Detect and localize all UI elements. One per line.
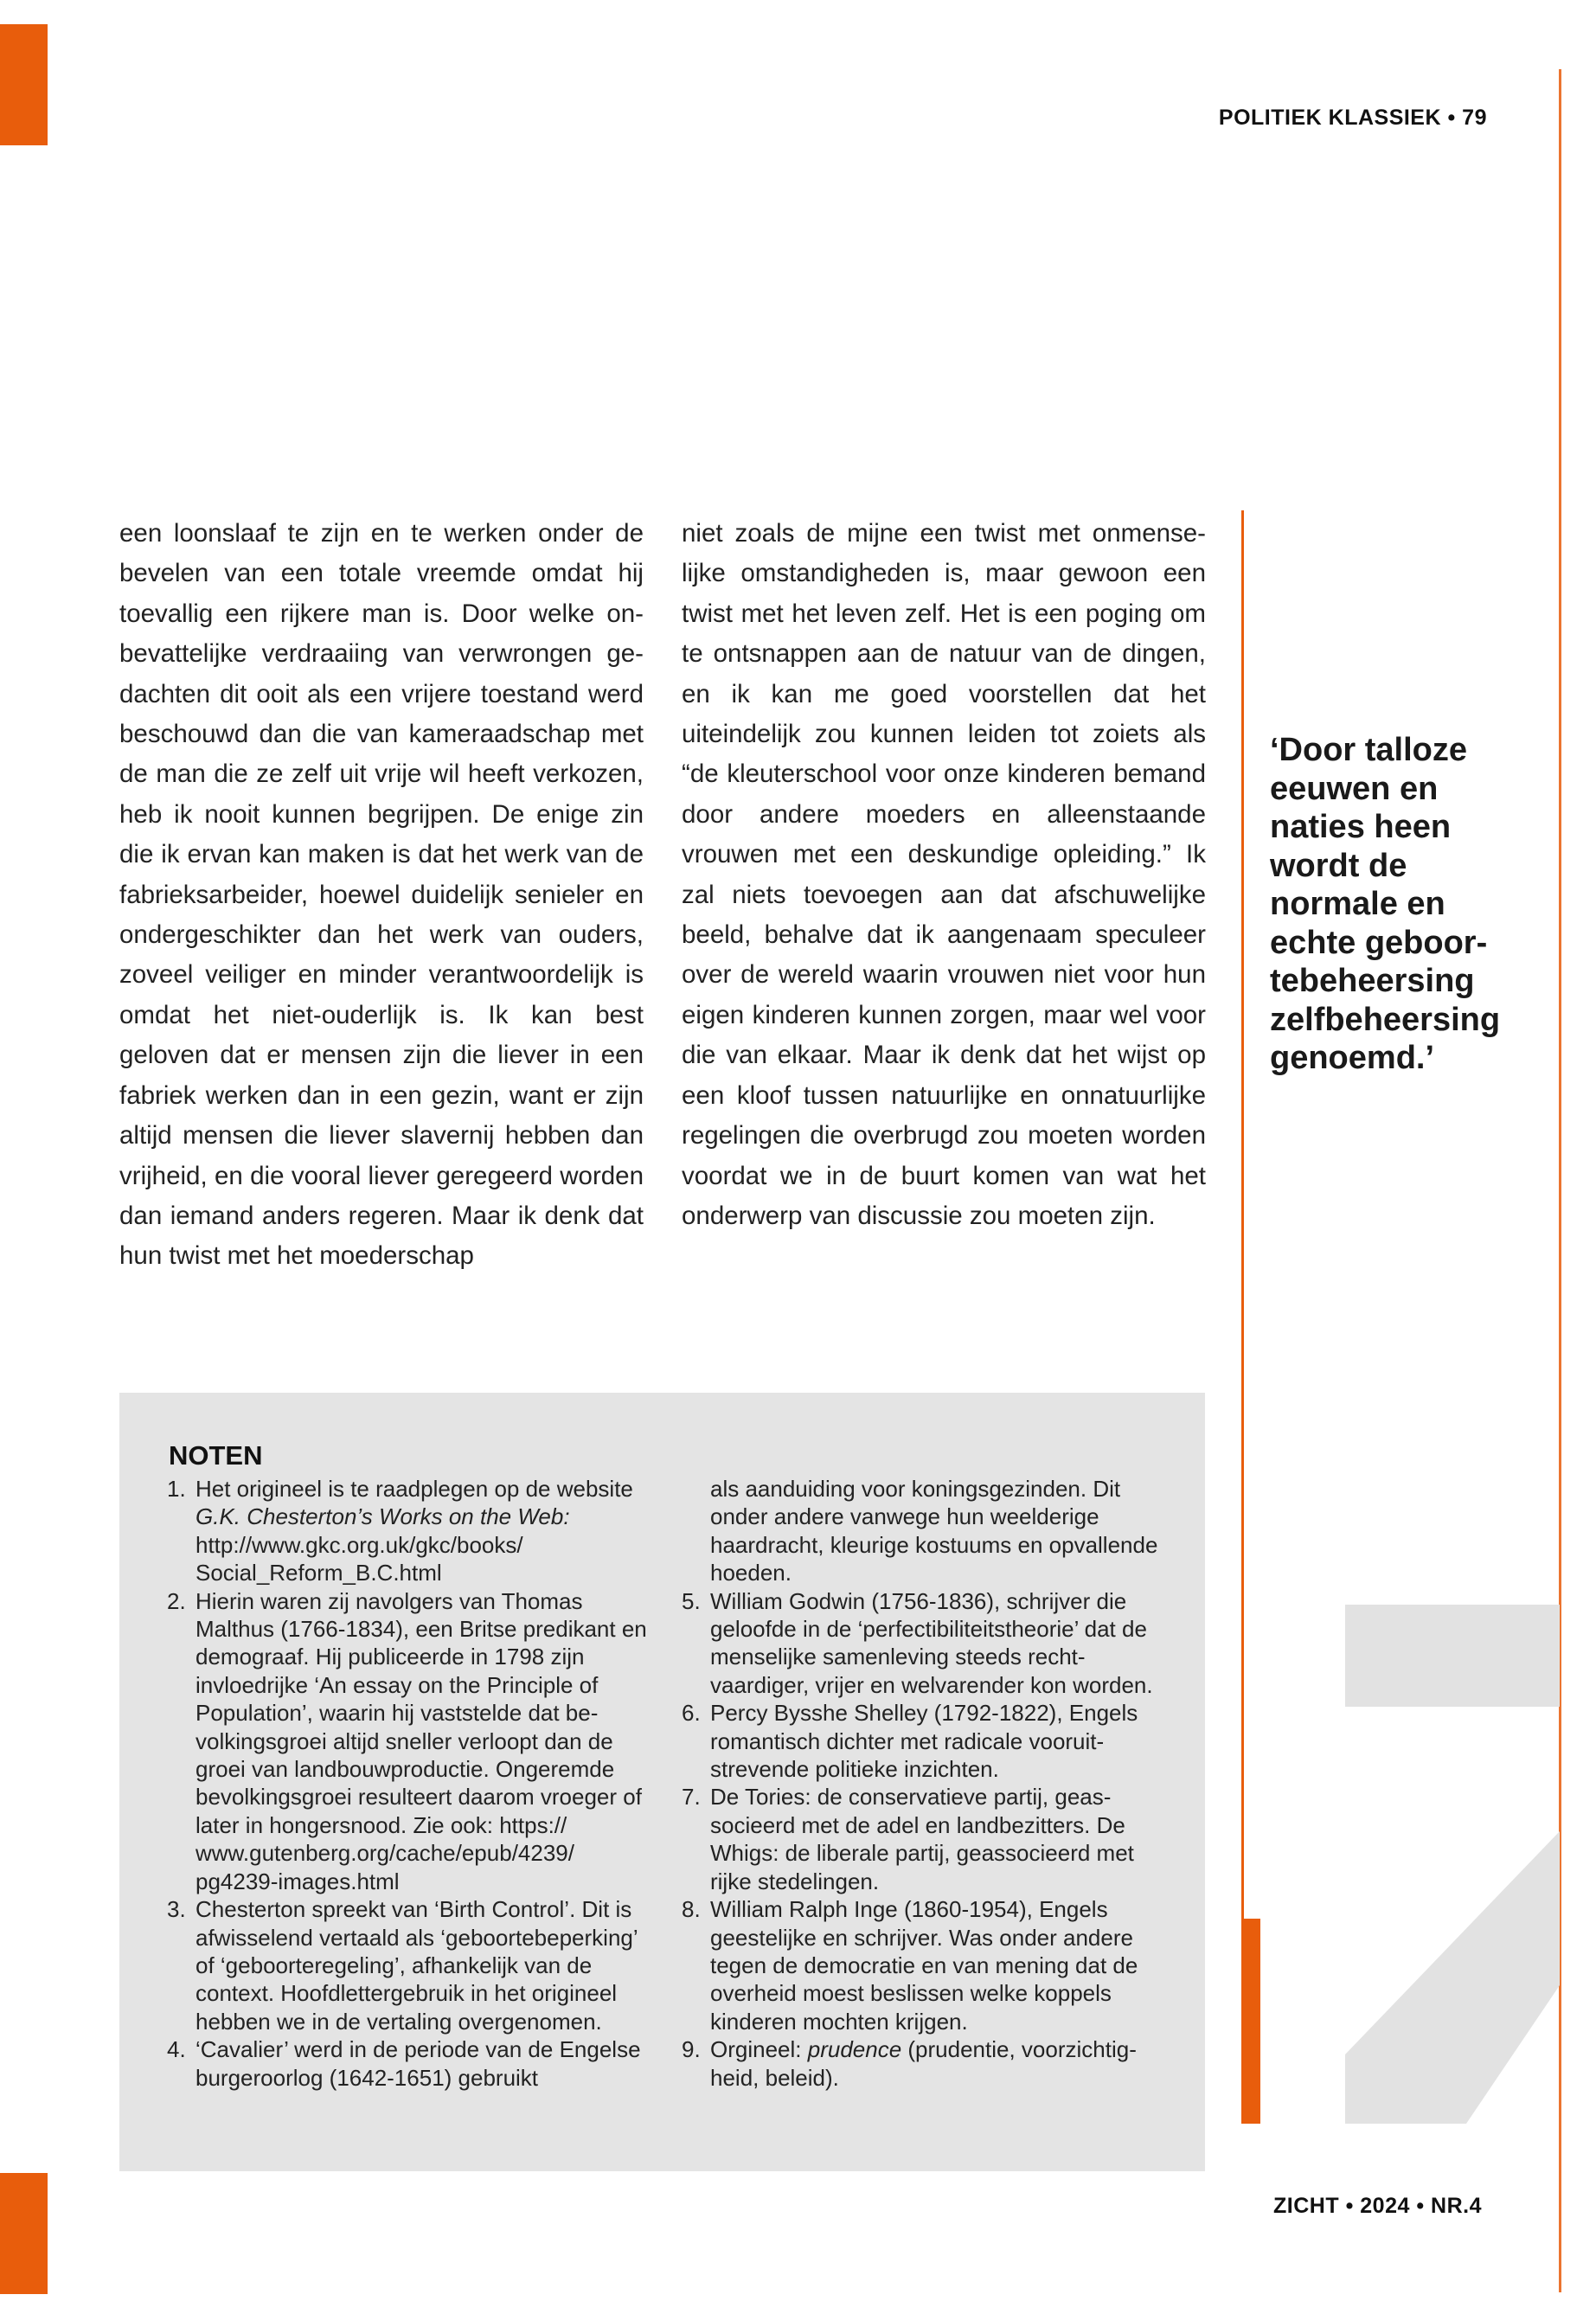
note-text: als aanduiding voor koningsgezinden. Dit onder andere vanwege hun weelderige haardracht, kleurige kostuums en opvallende hoeden. [710,1476,1158,1586]
note-text: Chesterton spreekt van ‘Birth Control’. Dit is afwisselend vertaald als ‘geboortebeperking’ of ‘geboorteregeling’, afhankelijk van de context. Hoofdlettergebruik in het origineel hebben we in de vertaling overgenomen. [195,1896,638,2035]
note-text: (prudentie, voorzichtigheid, beleid). [710,2036,1137,2091]
note-text-italic: G.K. Chesterton’s Works on the Web: [195,1503,570,1530]
note-item [167,1587,651,1895]
note-number: 7. [682,1784,701,1811]
orange-edge-tab-bottom [0,2173,48,2294]
note-item [682,1783,1166,1895]
body-paragraph: een loonslaaf te zijn en te werken onder de bevelen van een totale vreemde omdat hij toevallig een rijkere man is. Door welke onbevattelijke verdraaiing van verwrongen gedachten dit ooit als een vrijere toestand werd beschouwd dan die van kameraadschap met de man die ze zelf uit vrije wil heeft verkozen, heb ik nooit kunnen begrijpen. De enige zin die ik ervan kan maken is dat het werk van de fabrieksarbeider, hoewel duidelijk senieler en ondergeschikter dan het werk van ouders, zoveel veiliger en minder verantwoordelijk is omdat het niet-ouderlijk is. Ik kan best geloven dat er mensen zijn die liever in een fabriek werken dan in een gezin, want er zijn altijd mensen die liever slavernij hebben dan vrijheid, en die vooral liever geregeerd worden dan iemand anders regeren. Maar ik denk dat hun twist met het moederschap [119,519,644,1271]
note-item [167,2035,651,2092]
note-number: 2. [167,1587,186,1614]
note-number: 8. [682,1896,701,1923]
note-item [682,2035,1166,2092]
note-text: William Ralph Inge (1860-1954), Engels geestelijke en schrijver. Was onder andere tegen de democratie en van mening dat de overheid moest beslissen welke koppels kinderen mochten krijgen. [710,1896,1138,2035]
note-text-italic: prudence [807,2036,902,2063]
notes-title: NOTEN [169,1440,263,1471]
note-number: 4. [167,2036,186,2063]
body-column-1 [119,514,644,1277]
note-number: 5. [682,1587,701,1614]
note-text: De Tories: de conservatieve partij, geassocieerd met de adel en landbezitters. De Whigs: de liberale partij, geassocieerd met rijke stedelingen. [710,1784,1134,1894]
note-item [682,1895,1166,2035]
orange-edge-tab-top [0,24,48,145]
z-logo-graphic [1345,1605,1560,2124]
notes-list-left [167,1475,651,2092]
note-text: Percy Bysshe Shelley (1792-1822), Engels romantisch dichter met radicale vooruitstrevende politieke inzichten. [710,1700,1138,1783]
body-paragraph: niet zoals de mijne een twist met onmenselijke omstandigheden is, maar gewoon een twist met het leven zelf. Het is een poging om te ontsnappen aan de natuur van de dingen, en ik kan me goed voorstellen dat het uiteindelijk zou kunnen leiden tot zoiets als “de kleuterschool voor onze kinderen bemand door andere moeders en alleenstaande vrouwen met een deskundige opleiding.” Ik zal niets toevoegen aan dat afschuwelijke beeld, behalve dat ik aangenaam speculeer over de wereld waarin vrouwen niet voor hun eigen kinderen kunnen zorgen, maar wel voor die van elkaar. Maar ik denk dat het wijst op een kloof tussen natuurlijke en onnatuurlijke regelingen die overbrugd zou moeten worden voordat we in de buurt komen van wat het onderwerp van discussie zou moeten zijn. [682,519,1206,1230]
note-number: 1. [167,1476,186,1502]
note-text: William Godwin (1756-1836), schrijver die geloofde in de ‘perfectibiliteitstheorie’ dat de menselijke samenleving steeds rechtvaardiger, vrijer en welvarender kon worden. [710,1587,1153,1698]
notes-list-right [682,1475,1166,2092]
page-footer: ZICHT • 2024 • NR.4 [1273,2194,1482,2218]
note-continuation [682,1475,1166,1587]
pull-quote: ‘Door talloze eeuwen en naties heen wordt de normale en echte geboortebeheersing zelfbeheersing genoemd.’ [1270,732,1501,1076]
note-number: 3. [167,1896,186,1923]
column-divider-rule [1241,510,1244,2124]
body-column-2 [682,514,1206,1236]
note-item [682,1699,1166,1783]
note-number: 9. [682,2036,701,2063]
note-item [682,1587,1166,1700]
note-text: Het origineel is te raadplegen op de website [195,1476,633,1502]
note-item [167,1895,651,2035]
column-divider-accent [1241,1919,1260,2124]
note-text: Orgineel: [710,2036,808,2063]
note-number: 6. [682,1700,701,1727]
page-header: POLITIEK KLASSIEK • 79 [1218,106,1487,130]
note-text: http://www.gkc.org.uk/gkc/books/ Social_Reform_B.C.html [195,1531,523,1586]
note-item [167,1475,651,1587]
note-text: ‘Cavalier’ werd in de periode van de Engelse burgeroorlog (1642-1651) gebruikt [195,2036,641,2091]
note-text: Hierin waren zij navolgers van Thomas Malthus (1766-1834), een Britse predikant en demograaf. Hij publiceerde in 1798 zijn invloedrijke ‘An essay on the Principle of Population’, waarin hij vaststelde dat bevolkingsgroei altijd sneller verloopt dan de groei van landbouwproductie. Ongeremde bevolkingsgroei resulteert daarom vroeger of later in hongersnood. Zie ook: https:// www.gutenberg.org/cache/epub/4239/ pg4239-images.html [195,1587,647,1894]
